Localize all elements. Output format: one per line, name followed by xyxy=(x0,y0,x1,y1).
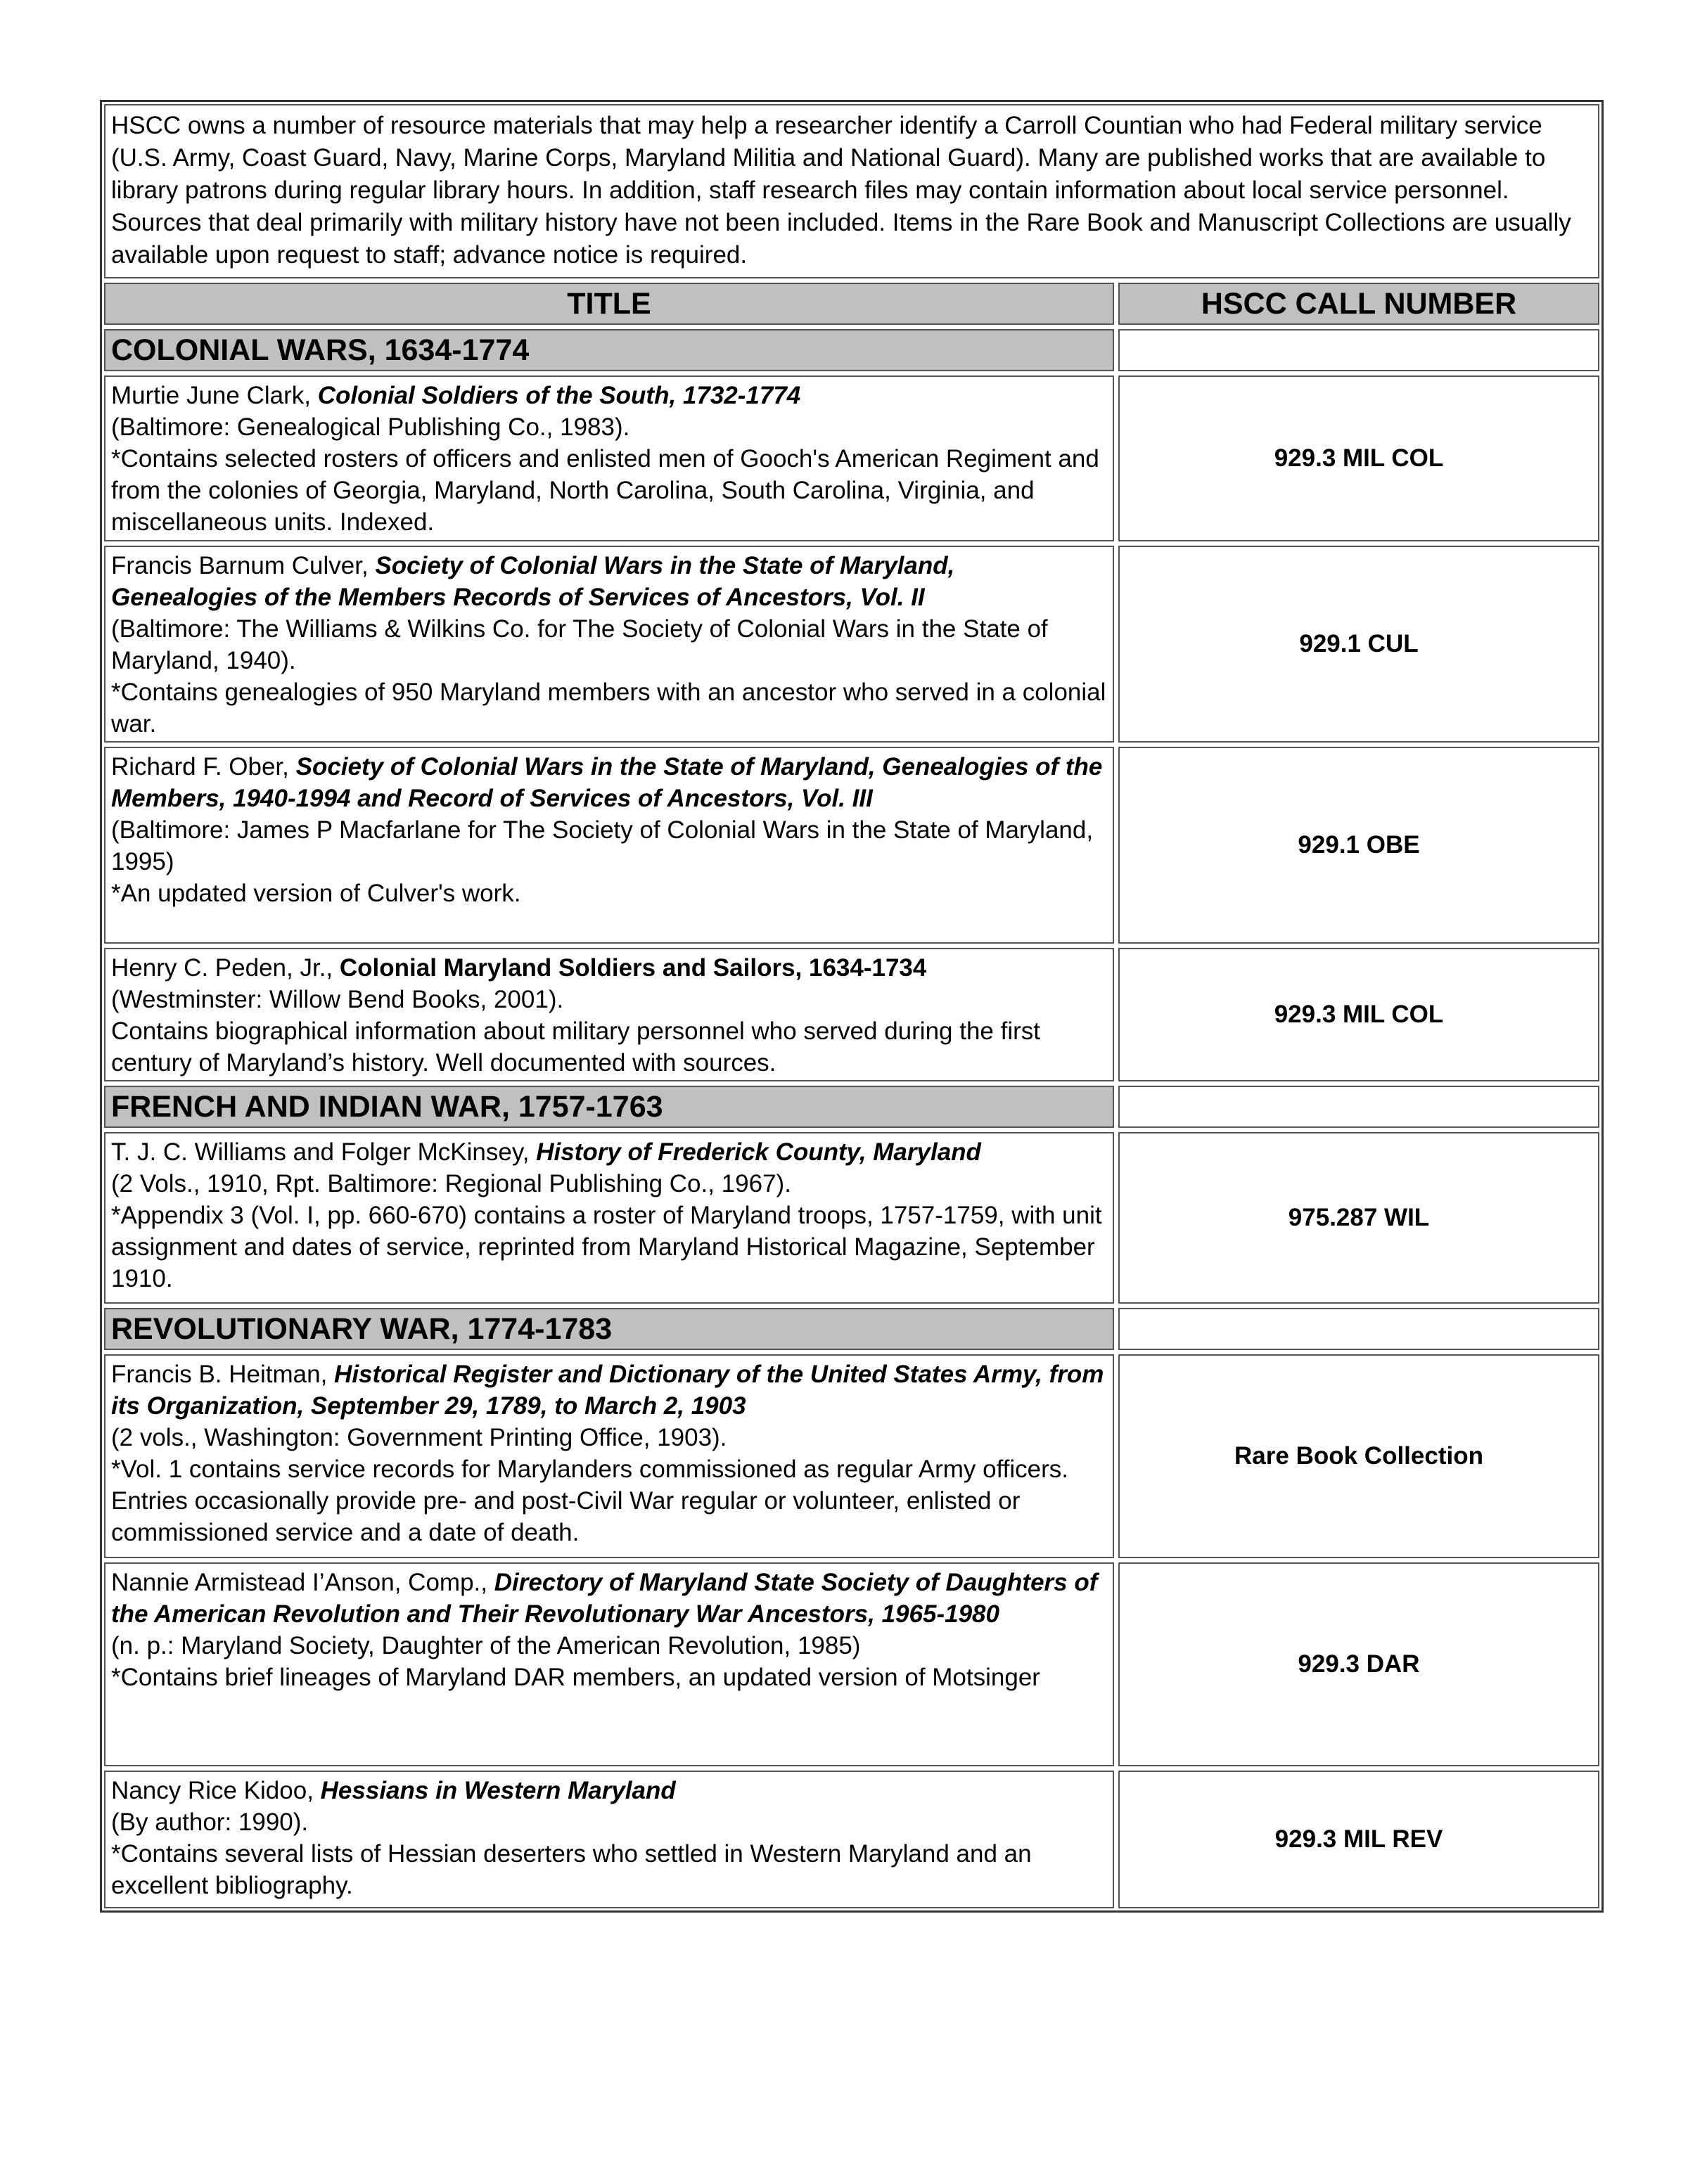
resource-table xyxy=(100,100,1604,1913)
entry-publication: (Westminster: Willow Bend Books, 2001). xyxy=(111,986,564,1013)
call-number-ober: 929.1 OBE xyxy=(1118,747,1599,944)
section-revolutionary-war-blank xyxy=(1118,1308,1599,1350)
title-column-header: TITLE xyxy=(104,283,1114,325)
call-number-clark: 929.3 MIL COL xyxy=(1118,375,1599,541)
entry-title: Society of Colonial Wars in the State of Maryland, Genealogies of the Members, 1940-1994 and Record of Services of Ancestors, Vol. III xyxy=(111,753,1103,812)
call-number-kidoo: 929.3 MIL REV xyxy=(1118,1771,1599,1908)
entry-publication: (n. p.: Maryland Society, Daughter of the American Revolution, 1985) xyxy=(111,1632,861,1659)
entry-williams xyxy=(104,1132,1114,1304)
entry-clark xyxy=(104,375,1114,541)
section-french-indian-war-blank xyxy=(1118,1086,1599,1128)
entry-note: *An updated version of Culver's work. xyxy=(111,880,521,907)
intro-paragraph: HSCC owns a number of resource materials that may help a researcher identify a Carroll Countian who had Federal military service (U.S. Army, Coast Guard, Navy, Marine Corps, Maryland Militia and National Guard). Many are published works that are available to library patrons during regular library hours. In addition, staff research files may contain information about local service personnel. Sources that deal primarily with military history have not been included. Items in the Rare Book and Manuscript Collections are usually available upon request to staff; advance notice is required. xyxy=(104,104,1599,278)
section-revolutionary-war: REVOLUTIONARY WAR, 1774-1783 xyxy=(104,1308,1114,1350)
entry-note: Contains biographical information about military personnel who served during the first century of Maryland’s history. Well documented with sources. xyxy=(111,1017,1040,1077)
entry-title: Society of Colonial Wars in the State of Maryland, Genealogies of the Members Records of Services of Ancestors, Vol. II xyxy=(111,552,955,611)
call-number-heitman: Rare Book Collection xyxy=(1118,1354,1599,1558)
entry-author: Nancy Rice Kidoo, xyxy=(111,1777,321,1804)
entry-publication: (2 vols., Washington: Government Printing Office, 1903). xyxy=(111,1424,727,1451)
entry-author: Richard F. Ober, xyxy=(111,753,296,781)
section-french-indian-war: FRENCH AND INDIAN WAR, 1757-1763 xyxy=(104,1086,1114,1128)
entry-kidoo xyxy=(104,1771,1114,1908)
entry-publication: (Baltimore: Genealogical Publishing Co., 1983). xyxy=(111,413,630,441)
entry-publication: (Baltimore: The Williams & Wilkins Co. for The Society of Colonial Wars in the State of Maryland, 1940). xyxy=(111,615,1048,674)
entry-heitman xyxy=(104,1354,1114,1558)
entry-title: Hessians in Western Maryland xyxy=(320,1777,676,1804)
entry-note: *Vol. 1 contains service records for Marylanders commissioned as regular Army officers. Entries occasionally provide pre- and post-Civil War regular or volunteer, enlisted or commissioned service and a date of death. xyxy=(111,1456,1069,1546)
entry-note: *Contains genealogies of 950 Maryland members with an ancestor who served in a colonial war. xyxy=(111,679,1106,738)
entry-peden xyxy=(104,948,1114,1081)
call-number-williams: 975.287 WIL xyxy=(1118,1132,1599,1304)
entry-title: Directory of Maryland State Society of Daughters of the American Revolution and Their Revolutionary War Ancestors, 1965-1980 xyxy=(111,1569,1098,1628)
entry-note: *Contains several lists of Hessian deserters who settled in Western Maryland and an excellent bibliography. xyxy=(111,1840,1032,1899)
entry-author: Francis B. Heitman, xyxy=(111,1361,335,1388)
call-number-culver: 929.1 CUL xyxy=(1118,546,1599,743)
entry-title: Historical Register and Dictionary of the United States Army, from its Organization, September 29, 1789, to March 2, 1903 xyxy=(111,1361,1104,1420)
entry-title: Colonial Maryland Soldiers and Sailors, 1634-1734 xyxy=(339,954,927,982)
entry-title: Colonial Soldiers of the South, 1732-1774 xyxy=(317,382,801,409)
entry-publication: (Baltimore: James P Macfarlane for The Society of Colonial Wars in the State of Maryland, 1995) xyxy=(111,816,1094,875)
entry-note: *Contains selected rosters of officers and enlisted men of Gooch's American Regiment and from the colonies of Georgia, Maryland, North Carolina, South Carolina, Virginia, and miscellaneous units. Indexed. xyxy=(111,445,1099,536)
call-number-ianson: 929.3 DAR xyxy=(1118,1562,1599,1766)
entry-author: Francis Barnum Culver, xyxy=(111,552,376,579)
entry-ober xyxy=(104,747,1114,944)
entry-title: History of Frederick County, Maryland xyxy=(536,1138,981,1166)
entry-publication: (By author: 1990). xyxy=(111,1809,309,1836)
entry-author: Nannie Armistead I’Anson, Comp., xyxy=(111,1569,494,1596)
entry-author: T. J. C. Williams and Folger McKinsey, xyxy=(111,1138,537,1166)
entry-culver xyxy=(104,546,1114,743)
entry-author: Murtie June Clark, xyxy=(111,382,318,409)
resource-grid xyxy=(104,283,1599,1908)
section-colonial-wars: COLONIAL WARS, 1634-1774 xyxy=(104,329,1114,371)
entry-note: *Appendix 3 (Vol. I, pp. 660-670) contains a roster of Maryland troops, 1757-1759, with unit assignment and dates of service, reprinted from Maryland Historical Magazine, September 1910. xyxy=(111,1202,1102,1292)
entry-publication: (2 Vols., 1910, Rpt. Baltimore: Regional Publishing Co., 1967). xyxy=(111,1170,791,1197)
entry-ianson xyxy=(104,1562,1114,1766)
entry-author: Henry C. Peden, Jr., xyxy=(111,954,340,982)
call-number-column-header: HSCC CALL NUMBER xyxy=(1118,283,1599,325)
section-colonial-wars-blank xyxy=(1118,329,1599,371)
call-number-peden: 929.3 MIL COL xyxy=(1118,948,1599,1081)
entry-note: *Contains brief lineages of Maryland DAR members, an updated version of Motsinger xyxy=(111,1664,1040,1691)
